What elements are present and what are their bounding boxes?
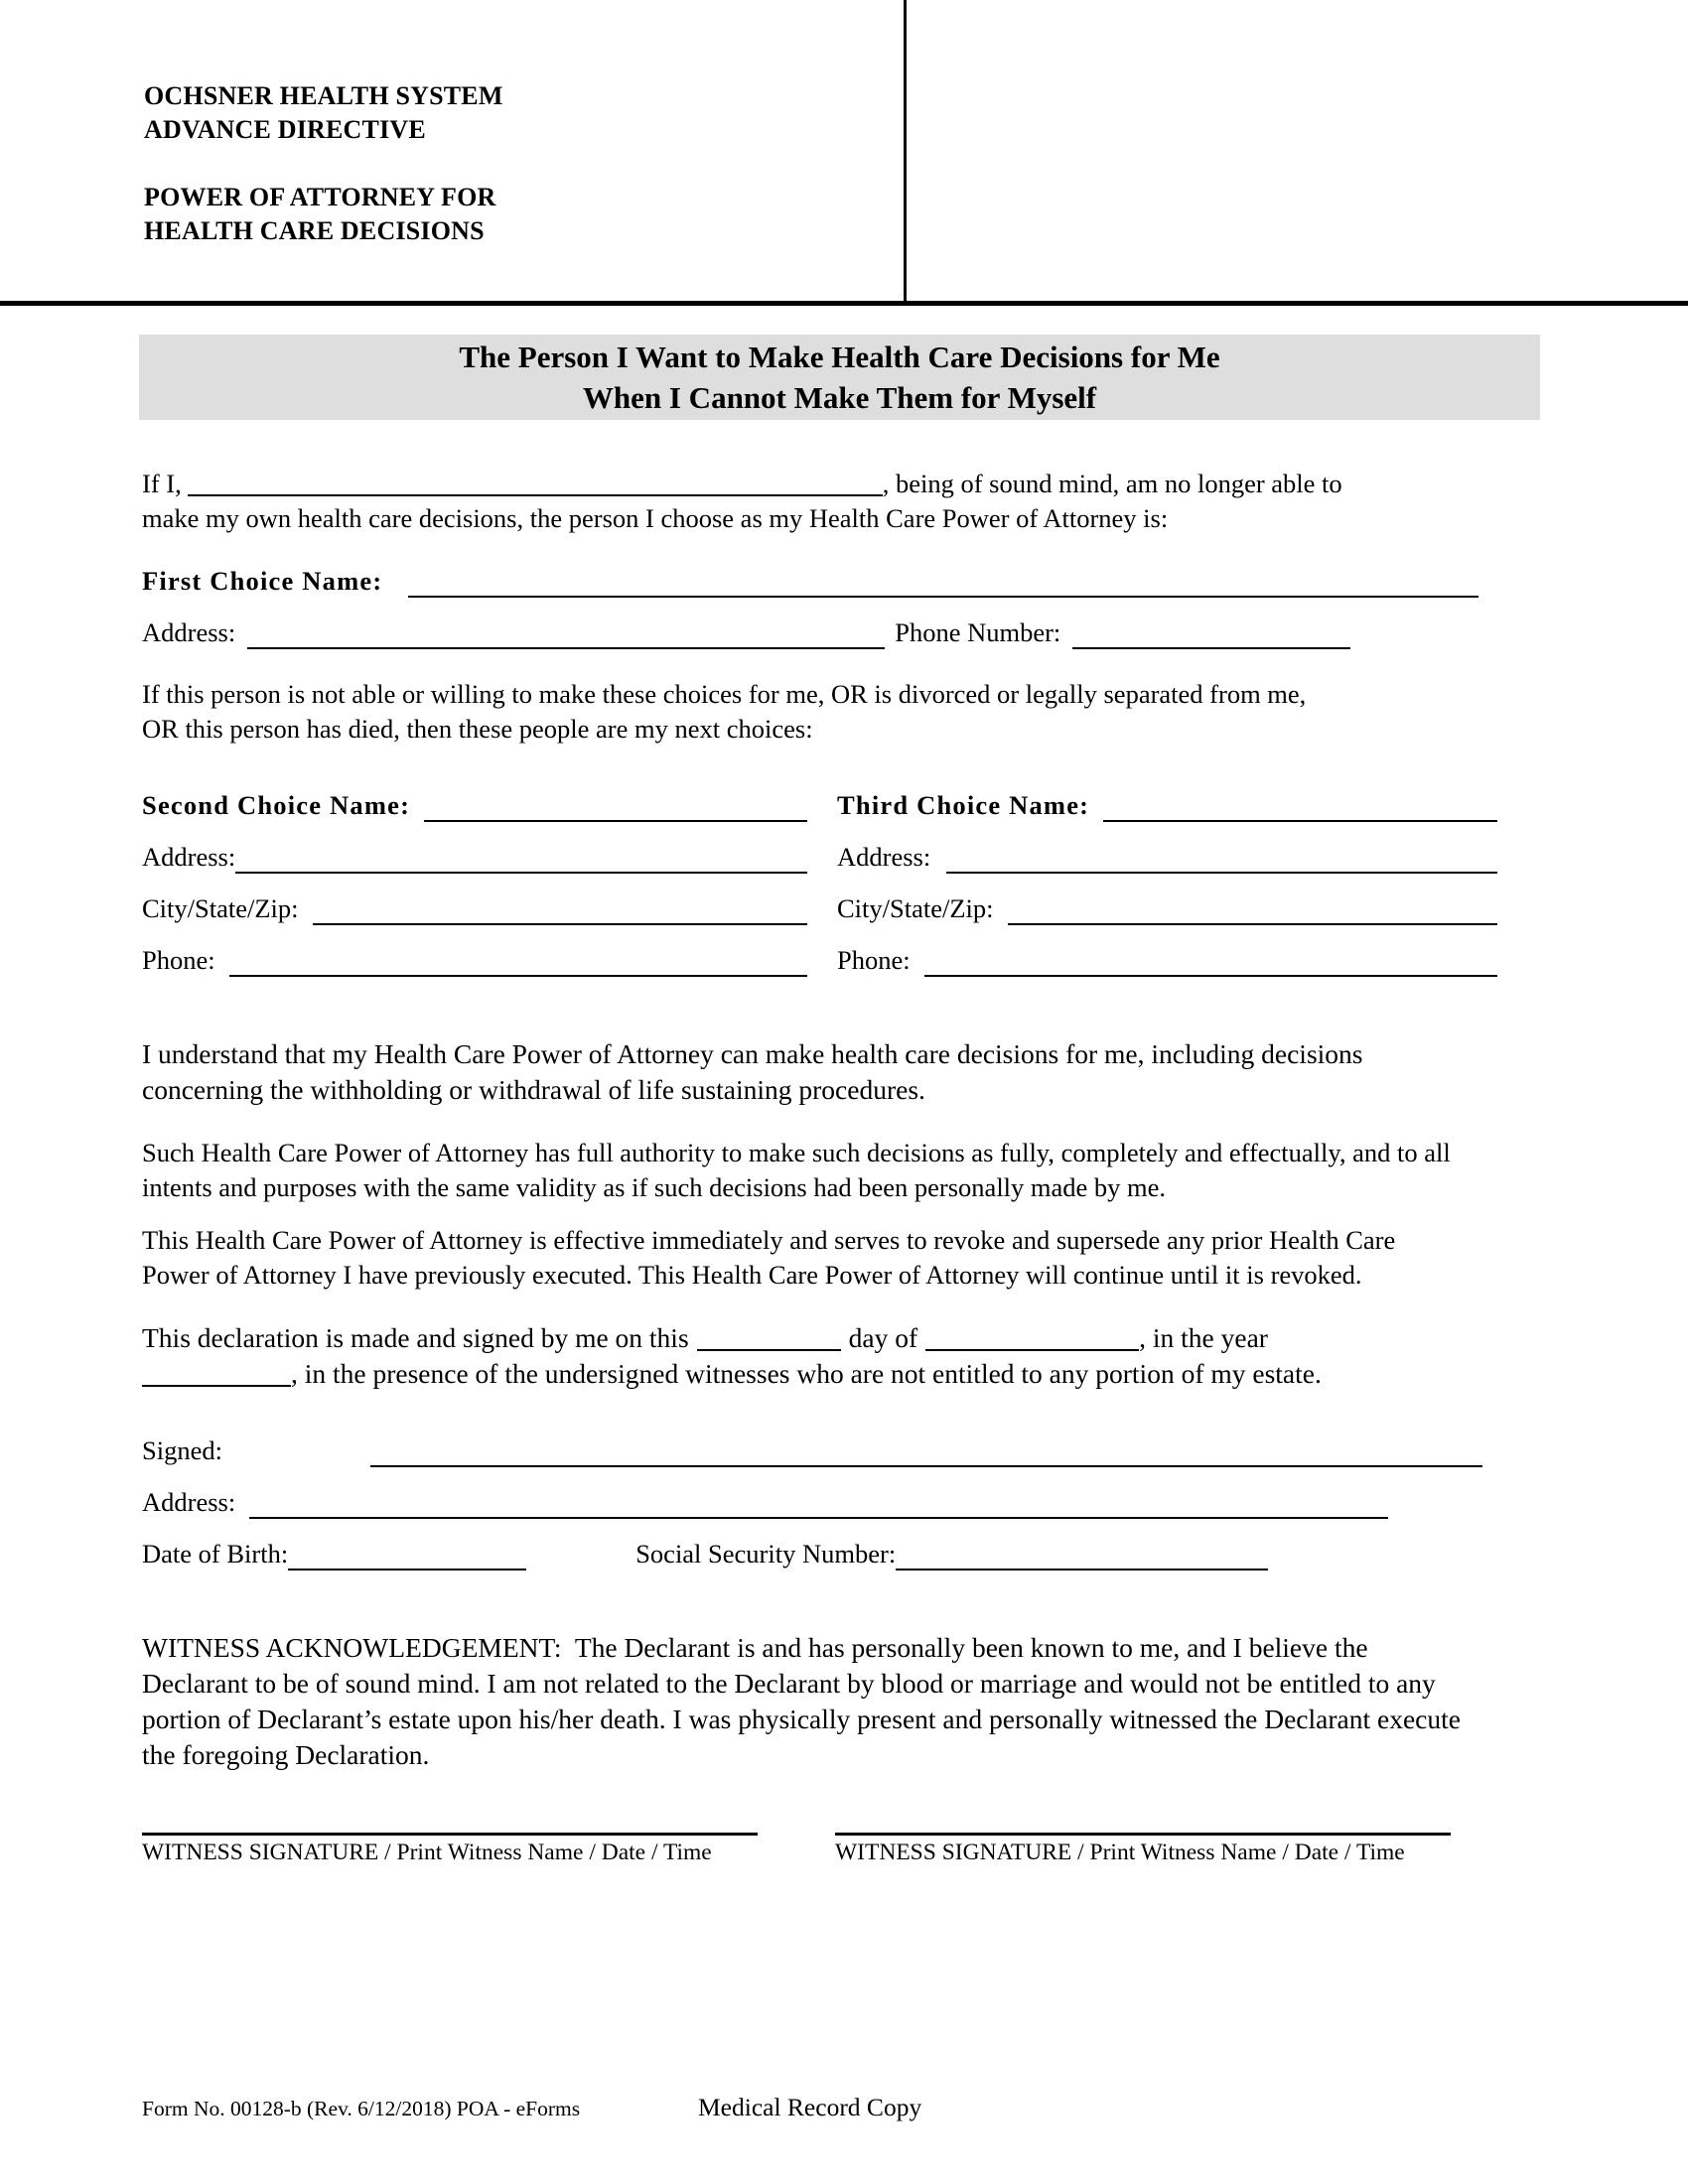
header-vertical-divider <box>904 0 907 302</box>
third-choice-city-row <box>837 891 1532 925</box>
second-choice-city-label: City/State/Zip: <box>142 893 299 923</box>
third-choice-address-row <box>837 840 1532 874</box>
second-choice-city-row <box>142 891 807 925</box>
intro-line2: make my own health care decisions, the person I choose as my Health Care Power of Attorney is: <box>142 503 1169 533</box>
third-choice-address-label: Address: <box>837 842 931 872</box>
second-choice-name-row <box>142 788 807 822</box>
declaration-year-blank[interactable] <box>142 1384 291 1387</box>
signer-address-input[interactable] <box>249 1491 1388 1519</box>
second-choice-address-label: Address: <box>142 842 236 872</box>
first-choice-phone-input[interactable] <box>1072 621 1350 649</box>
witness-acknowledgement-paragraph <box>142 1630 1473 1773</box>
third-choice-address-input[interactable] <box>946 846 1497 874</box>
dob-input[interactable] <box>288 1543 526 1570</box>
second-choice-phone-input[interactable] <box>229 949 807 977</box>
ssn-label: Social Security Number: <box>635 1539 897 1569</box>
intro-paragraph <box>142 467 1532 536</box>
section-title-banner <box>139 335 1540 420</box>
choice-names-row <box>142 788 1532 822</box>
third-choice-city-label: City/State/Zip: <box>837 893 994 923</box>
second-choice-city-input[interactable] <box>313 897 807 925</box>
declaration-day-blank[interactable] <box>697 1348 841 1351</box>
second-choice-phone-row <box>142 943 807 977</box>
witness-signature-caption-1: WITNESS SIGNATURE / Print Witness Name / Date / Time <box>142 1840 712 1865</box>
section-title-line1: The Person I Want to Make Health Care Decisions for Me <box>459 340 1220 374</box>
witness-acknowledgement-heading: WITNESS ACKNOWLEDGEMENT: <box>142 1632 562 1663</box>
header-horizontal-rule <box>0 301 1688 306</box>
intro-lead: If I, <box>142 469 182 498</box>
ssn-input[interactable] <box>896 1543 1268 1570</box>
declaration-part3: , in the year <box>1139 1322 1268 1353</box>
dob-ssn-row <box>142 1537 1532 1570</box>
document-header <box>0 0 1688 305</box>
witness-acknowledgement-text: The Declarant is and has personally been known to me, and I believe the Declarant to be of sound mind. I am not related to the Declarant by blood or marriage and would not be entitled to any portion of Declarant’s estate upon his/her death. I was physically present and personally witnessed the Declarant execute the foregoing Declaration. <box>142 1632 1461 1770</box>
third-choice-phone-label: Phone: <box>837 945 911 975</box>
footer-copy-label: Medical Record Copy <box>698 2093 922 2121</box>
signed-label: Signed: <box>142 1435 222 1465</box>
first-choice-address-label: Address: <box>142 617 236 647</box>
choice-city-row <box>142 891 1532 925</box>
first-choice-name-row <box>142 564 1532 598</box>
form-title-line2: HEALTH CARE DECISIONS <box>144 216 485 245</box>
witness-signature-block-2 <box>835 1833 1451 1867</box>
document-footer <box>142 2093 1532 2122</box>
second-choice-name-label: Second Choice Name: <box>142 790 411 820</box>
form-title-line1: POWER OF ATTORNEY FOR <box>144 183 496 211</box>
choice-phone-row <box>142 943 1532 977</box>
footer-form-number: Form No. 00128-b (Rev. 6/12/2018) POA - eForms <box>142 2097 581 2120</box>
dob-label: Date of Birth: <box>142 1539 289 1569</box>
organization-name-line2: ADVANCE DIRECTIVE <box>144 115 426 144</box>
header-title-block <box>144 79 859 248</box>
declaration-part4: , in the presence of the undersigned witnesses who are not entitled to any portion of my estate. <box>291 1358 1322 1389</box>
first-choice-name-label: First Choice Name: <box>142 566 383 596</box>
third-choice-name-input[interactable] <box>1103 794 1497 822</box>
second-choice-phone-label: Phone: <box>142 945 215 975</box>
third-choice-name-label: Third Choice Name: <box>837 790 1090 820</box>
third-choice-phone-row <box>837 943 1532 977</box>
witness-signature-block-1 <box>142 1833 758 1867</box>
fallback-note-line1: If this person is not able or willing to make these choices for me, OR is divorced or legally separated from me, <box>142 679 1307 709</box>
witness-signature-caption-2: WITNESS SIGNATURE / Print Witness Name / Date / Time <box>835 1840 1405 1865</box>
third-choice-phone-input[interactable] <box>924 949 1497 977</box>
second-choice-address-row <box>142 840 807 874</box>
section-title-line2: When I Cannot Make Them for Myself <box>582 380 1097 415</box>
signed-row <box>142 1433 1532 1467</box>
declaration-part2: day of <box>848 1322 918 1353</box>
intro-after-blank: , being of sound mind, am no longer able to <box>882 469 1342 498</box>
signer-address-row <box>142 1485 1532 1519</box>
first-choice-name-input[interactable] <box>408 570 1478 598</box>
second-choice-address-input[interactable] <box>235 846 807 874</box>
witness-signature-lines <box>142 1833 1453 1867</box>
understanding-paragraph: I understand that my Health Care Power of Attorney can make health care decisions for me, including decisions concerning the withholding or withdrawal of life sustaining procedures. <box>142 1038 1363 1105</box>
third-choice-name-row <box>837 788 1532 822</box>
choice-address-row <box>142 840 1532 874</box>
fallback-note <box>142 677 1532 747</box>
header-spacer <box>144 147 859 181</box>
declaration-paragraph <box>142 1320 1477 1392</box>
organization-name-line1: OCHSNER HEALTH SYSTEM <box>144 81 503 110</box>
declarant-name-blank[interactable] <box>188 493 883 496</box>
signed-input[interactable] <box>370 1439 1482 1467</box>
fallback-note-line2: OR this person has died, then these people are my next choices: <box>142 714 813 744</box>
first-choice-address-row <box>142 615 1532 649</box>
declaration-month-blank[interactable] <box>925 1348 1139 1351</box>
document-body <box>142 467 1532 1867</box>
authority-paragraph: Such Health Care Power of Attorney has full authority to make such decisions as fully, completely and effectually, and to all intents and purposes with the same validity as if such decisions had been personally made by me. <box>142 1138 1451 1202</box>
first-choice-phone-label: Phone Number: <box>895 617 1061 647</box>
first-choice-address-input[interactable] <box>247 621 885 649</box>
third-choice-city-input[interactable] <box>1008 897 1497 925</box>
declaration-part1: This declaration is made and signed by me on this <box>142 1322 689 1353</box>
effective-paragraph: This Health Care Power of Attorney is effective immediately and serves to revoke and supersede any prior Health Care Power of Attorney I have previously executed. This Health Care Power of Attorney will continue until it is revoked. <box>142 1225 1396 1290</box>
second-choice-name-input[interactable] <box>424 794 807 822</box>
signer-address-label: Address: <box>142 1487 236 1517</box>
